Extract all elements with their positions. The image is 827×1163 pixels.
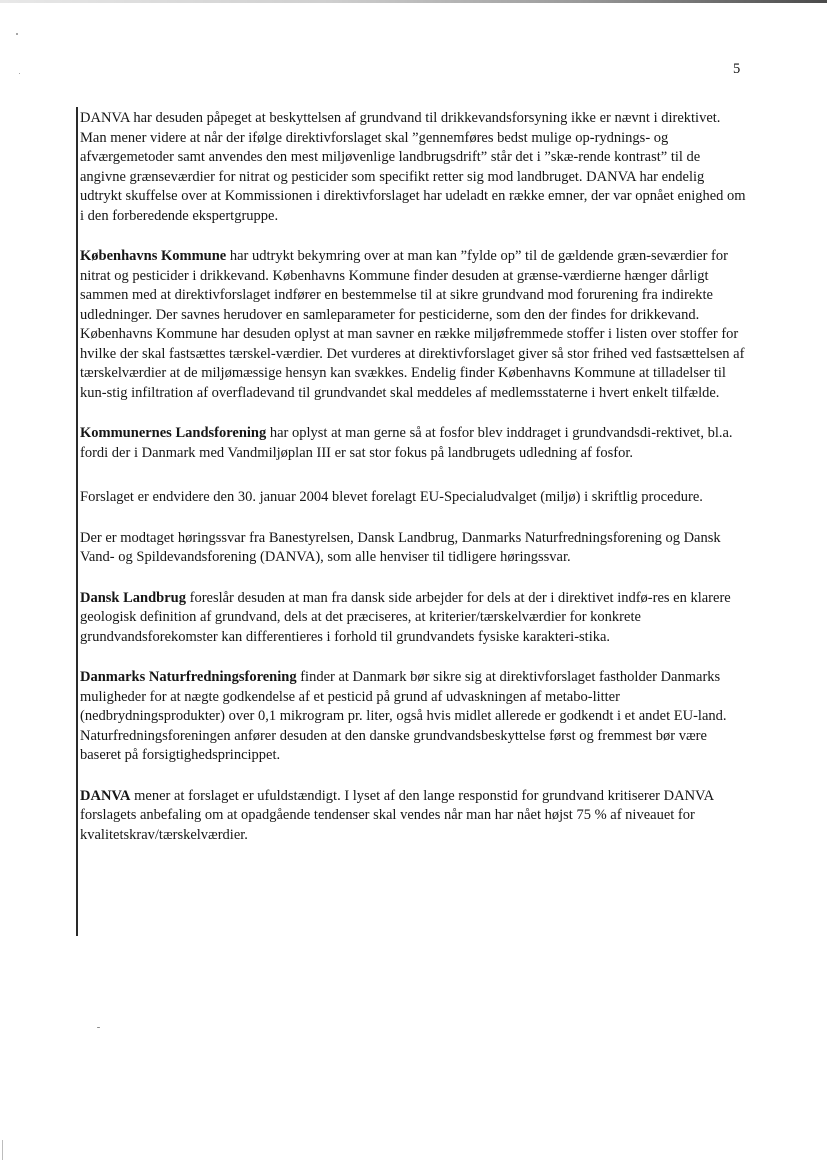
paragraph-kommunernes-landsforening bbox=[80, 424, 748, 463]
paragraph-text: foreslår desuden at man fra dansk side arbejder for dels at der i direktivet indfø-res en klarere geologisk definition af grundvand, dels at det præciseres, at kriterier/tærskelværdier for konkrete grundvandsforekomster kan differentieres i forhold til grundvandets fysiske karakteri-stika. bbox=[80, 589, 731, 645]
paragraph-danva-intro bbox=[80, 109, 748, 226]
paragraph-lead: Dansk Landbrug bbox=[80, 589, 186, 606]
paragraph-lead: Danmarks Naturfredningsforening bbox=[80, 669, 297, 685]
paragraph-koebenhavns-kommune bbox=[80, 247, 748, 403]
scan-top-edge bbox=[0, 0, 827, 3]
paragraph-hoeringssvar bbox=[80, 529, 748, 568]
margin-change-bar bbox=[76, 107, 78, 936]
paragraph-text: mener at forslaget er ufuldstændigt. I lyset af den lange responstid for grundvand kritiserer DANVA forslagets anbefaling om at opadgående tendenser skal vendes når man har nået højst 75 % af niveauet for kvalitetskrav/tærskelværdier. bbox=[80, 787, 714, 843]
paragraph-text: Der er modtaget høringssvar fra Banestyrelsen, Dansk Landbrug, Danmarks Naturfredningsforening og Dansk Vand- og Spildevandsforening (DANVA), som alle henviser til tidligere høringssvar. bbox=[80, 529, 721, 565]
paragraph-text: har oplyst at man gerne så at fosfor blev inddraget i grundvandsdi-rektivet, bl.a. fordi der i Danmark med Vandmiljøplan III er sat stor fokus på landbrugets udledning af fosfor. bbox=[80, 425, 733, 461]
scan-edge-mark bbox=[2, 1140, 3, 1160]
scan-speck bbox=[97, 1027, 100, 1028]
paragraph-lead: Kommunernes Landsforening bbox=[80, 425, 267, 441]
paragraph-lead: DANVA bbox=[80, 787, 131, 804]
paragraph-text: Forslaget er endvidere den 30. januar 2004 blevet forelagt EU-Specialudvalget (miljø) i skriftlig procedure. bbox=[80, 489, 703, 505]
scan-speck bbox=[19, 73, 20, 74]
paragraph-text: har udtrykt bekymring over at man kan ”fylde op” til de gældende græn-seværdier for nitrat og pesticider i drikkevand. Københavns Kommune finder desuden at grænse-værdierne hænger dårligt sammen med at direktivforslaget indfører en bestemmelse til at sikre grundvand mod forurening fra indirekte udledninger. Der savnes herudover en samleparameter for pesticiderne, som den der findes for drikkevand. Københavns Kommune har desuden oplyst at man savner en række miljøfremmede stoffer i listen over stoffer for hvilke der skal fastsættes tærskel-værdier. Det vurderes at direktivforslaget giver så stor frihed ved fastsættelsen af tærskelværdier at de miljømæssige hensyn kan svækkes. Endelig finder Københavns Kommune at tilladelser til kun-stig infiltration af overfladevand til grundvandet skal meddeles af medlemsstaterne i hvert enkelt tilfælde. bbox=[80, 248, 745, 401]
paragraph-text: DANVA har desuden påpeget at beskyttelsen af grundvand til drikkevandsforsyning ikke er nævnt i direktivet. Man mener videre at når der ifølge direktivforslaget skal ”gennemføres bedst mulige op-rydnings- og afværgemetoder samt anvendes den mest miljøvenlige landbrugsdrift” står det i ”skæ-rende kontrast” til de angivne grænseværdier for nitrat og pesticider som specifikt retter sig mod landbruget. DANVA har endelig udtrykt skuffelse over at Kommissionen i direktivforslaget har udeladt en række emner, der var opnået enighed om i den forberedende ekspertgruppe. bbox=[80, 110, 746, 224]
scan-speck bbox=[16, 33, 18, 35]
paragraph-specialudvalget bbox=[80, 488, 748, 508]
paragraph-text: finder at Danmark bør sikre sig at direktivforslaget fastholder Danmarks muligheder for at nægte godkendelse af et pesticid på grund af udvaskningen af metabo-litter (nedbrydningsprodukter) over 0,1 mikrogram pr. liter, også hvis midlet allerede er godkendt i et andet EU-land. Naturfredningsforeningen anfører desuden at den danske grundvandsbeskyttelse først og fremmest bør være baseret på forsigtighedsprincippet. bbox=[80, 669, 727, 763]
paragraph-danmarks-naturfredningsforening bbox=[80, 668, 748, 766]
document-body bbox=[80, 109, 748, 866]
paragraph-lead: Københavns Kommune bbox=[80, 248, 227, 264]
page-number: 5 bbox=[733, 61, 741, 77]
paragraph-dansk-landbrug bbox=[80, 589, 748, 648]
paragraph-danva-conclusion bbox=[80, 787, 748, 846]
